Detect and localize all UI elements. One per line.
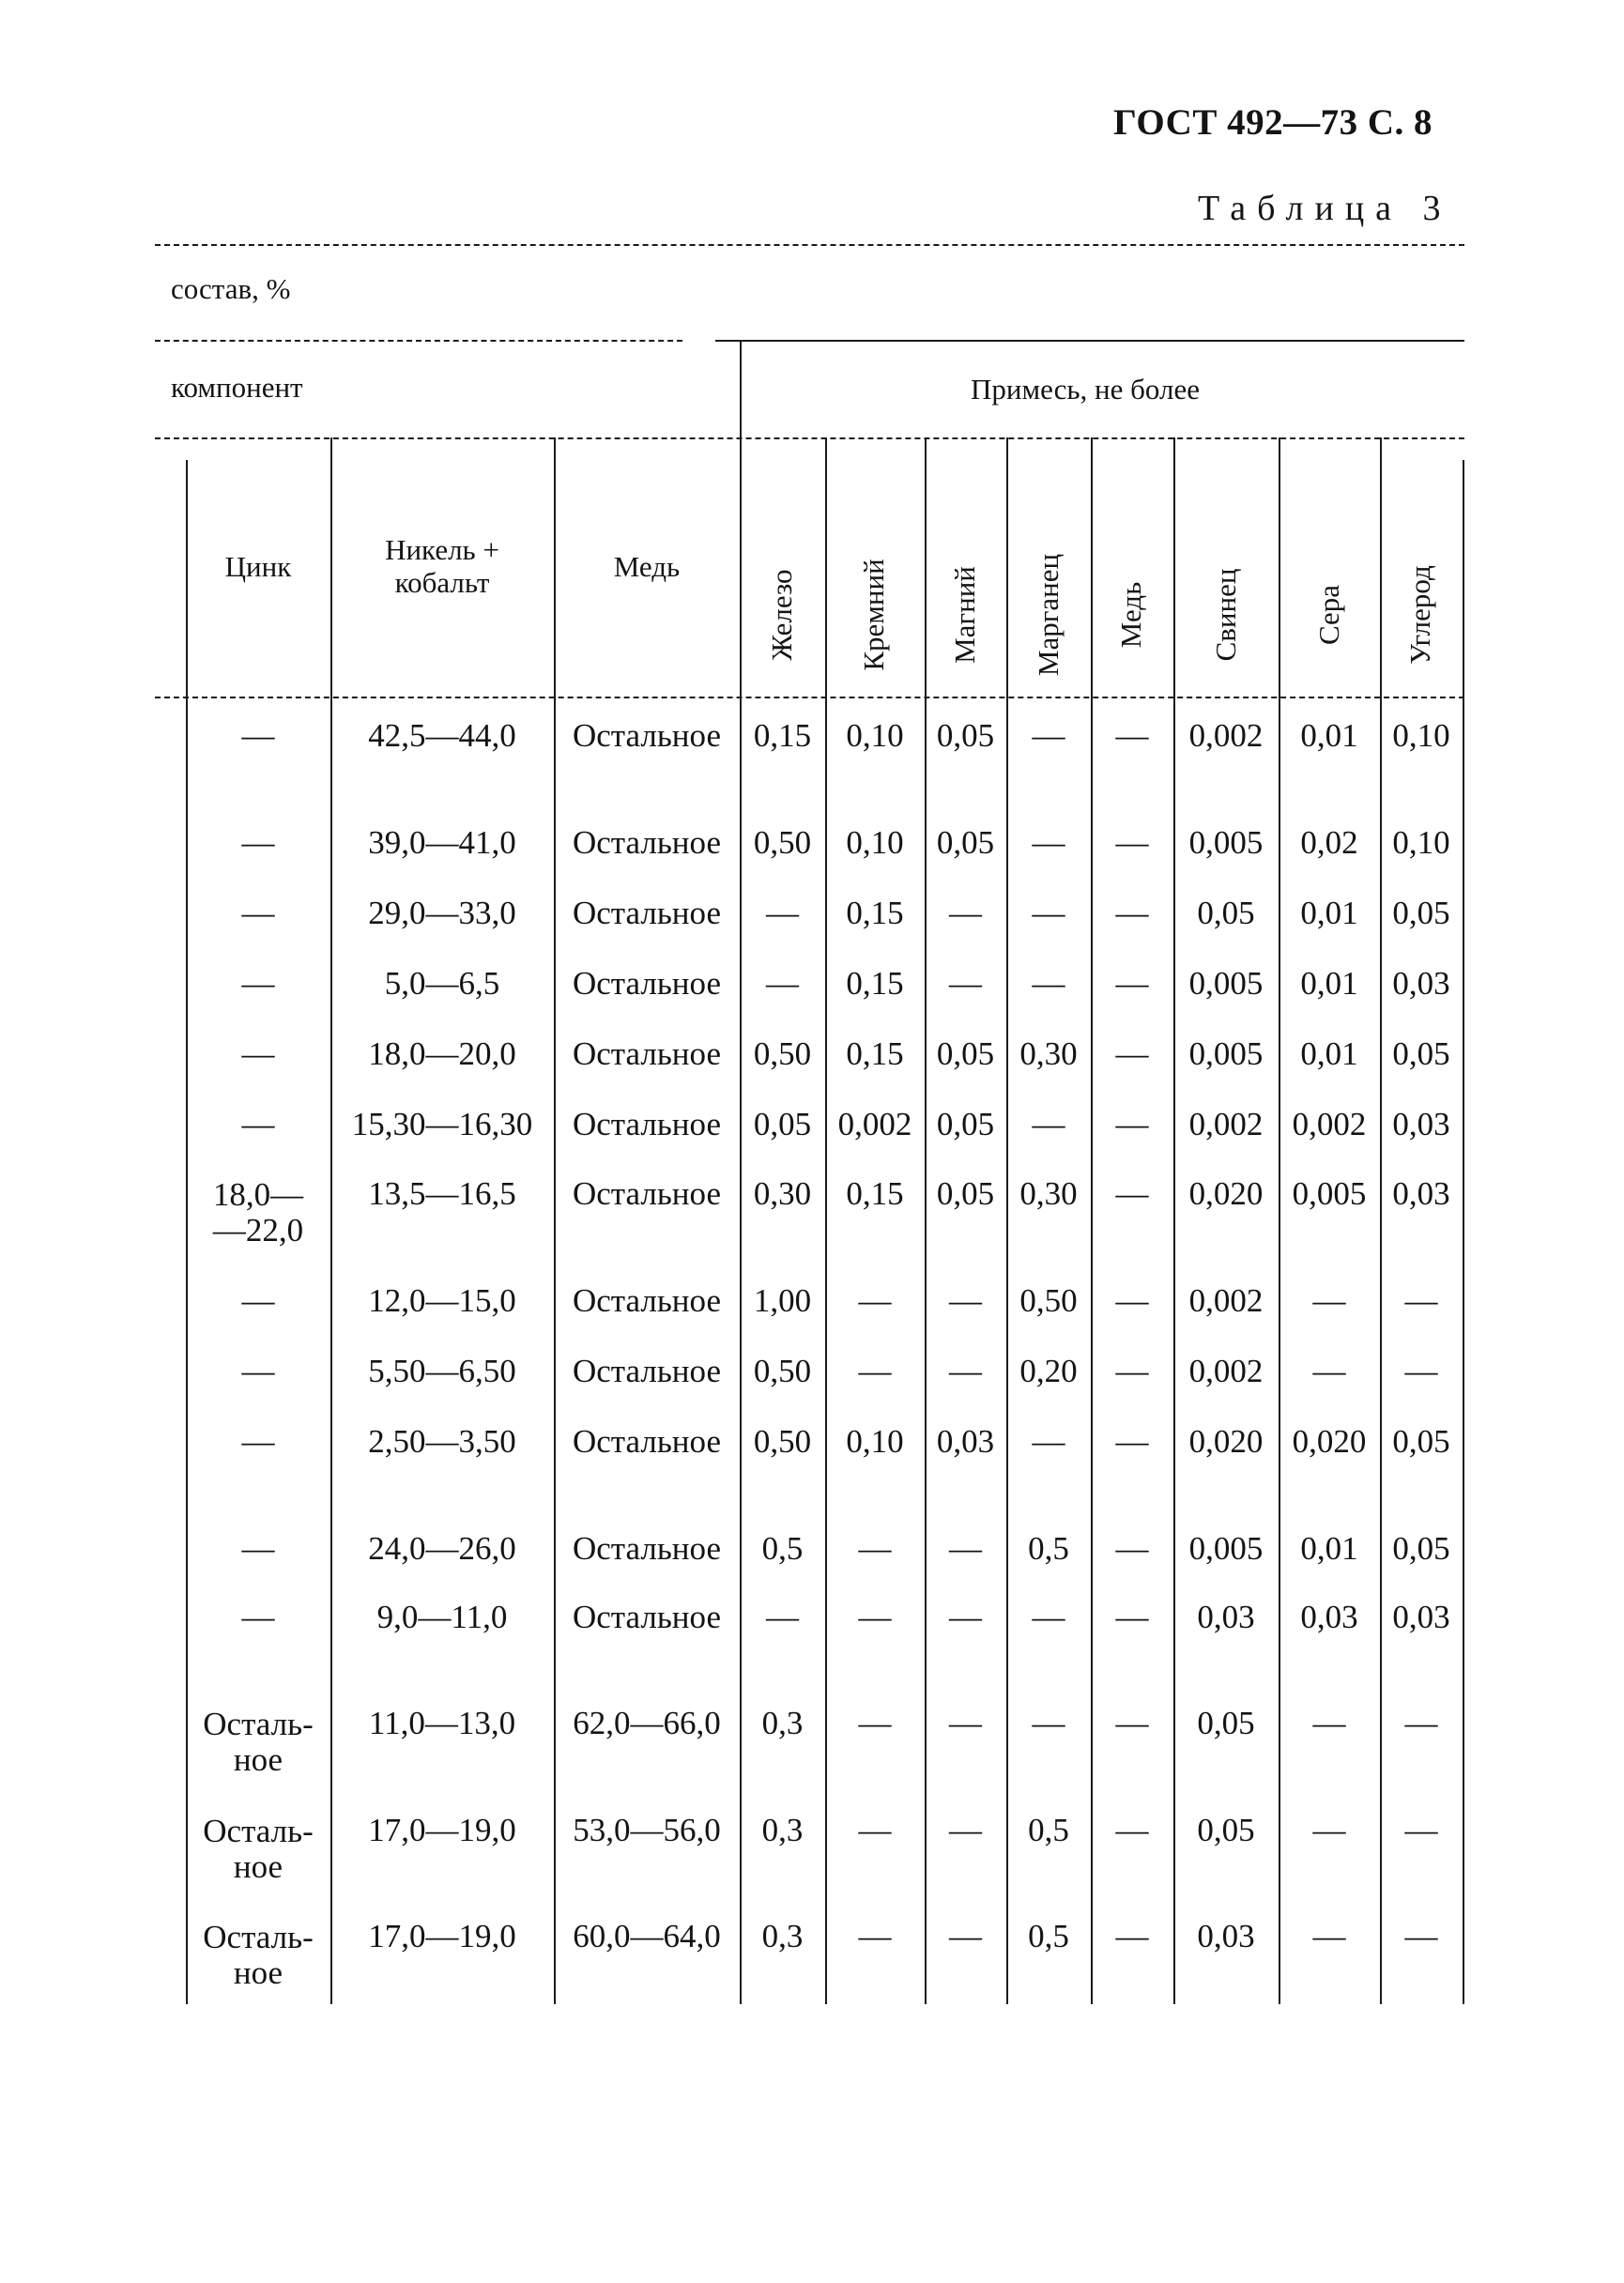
column-header: Медь [613,550,681,583]
table-cell: Остальное [573,717,721,754]
column-header: Никель + кобальт [385,533,499,599]
table-cell: Остальное [573,1175,721,1212]
table-cell: — [949,1530,982,1567]
table-cell: 0,10 [846,824,904,861]
table-cell: Остальное [573,1599,721,1635]
table-cell: 0,005 [1188,965,1264,1002]
table-cell: 0,30 [753,1175,812,1212]
divider-impurity-top [740,340,742,437]
table-cell: 0,10 [1392,824,1450,861]
header-composition: состав, % [171,272,291,305]
table-cell: — [241,965,275,1002]
table-cell: Остальное [573,1282,721,1319]
table-cell: 0,05 [1197,1705,1255,1741]
table-cell: — [1115,1812,1149,1848]
column-header: Марганец [1032,553,1065,677]
table-cell: — [1032,1599,1065,1635]
table-cell: — [949,1705,982,1741]
column-divider [554,437,556,2004]
table-cell: 17,0—19,0 [368,1918,516,1954]
table-cell: — [1404,1353,1438,1389]
table-cell: 0,002 [1188,1353,1264,1389]
page-header: ГОСТ 492—73 С. 8 [1113,102,1432,143]
table-cell: 0,01 [1300,717,1358,754]
table-cell: — [241,1530,275,1567]
table-cell: — [1115,1106,1149,1142]
table-cell: 0,15 [846,1175,904,1212]
table-cell: 0,10 [846,1423,904,1460]
table-cell: — [949,895,982,931]
table-cell: 29,0—33,0 [368,895,516,931]
table-cell: 0,05 [1392,1035,1450,1072]
table-cell: 9,0—11,0 [376,1599,508,1635]
table-cell: Осталь- ное [203,1706,314,1778]
table-cell: — [1115,965,1149,1002]
table-cell: 0,03 [1392,1599,1450,1635]
table-cell: 0,50 [1019,1282,1078,1319]
table-cell: 15,30—16,30 [351,1106,533,1142]
table-cell: 0,30 [1019,1035,1078,1072]
table-cell: 62,0—66,0 [573,1705,721,1741]
table-cell: 0,5 [1028,1812,1069,1848]
table-label: Таблица 3 [1198,189,1452,228]
table-cell: 0,50 [753,824,812,861]
table-cell: — [241,1106,275,1142]
table-cell: 0,05 [1392,1530,1450,1567]
table-cell: — [1312,1705,1346,1741]
table-cell: 0,03 [1392,1175,1450,1212]
table-cell: — [858,1282,892,1319]
table-cell: 18,0—20,0 [368,1035,516,1072]
table-cell: 0,03 [1197,1599,1255,1635]
table-cell: 24,0—26,0 [368,1530,516,1567]
rule-component-right [715,340,1464,342]
table-cell: 0,15 [846,895,904,931]
table-cell: — [1115,1918,1149,1954]
table-cell: — [1032,824,1065,861]
table-cell: 0,03 [1392,1106,1450,1142]
table-cell: — [858,1530,892,1567]
table-cell: 0,002 [837,1106,912,1142]
table-cell: 39,0—41,0 [368,824,516,861]
table-cell: 0,03 [1197,1918,1255,1954]
table-cell: — [949,965,982,1002]
table-cell: Остальное [573,1035,721,1072]
table-cell: 0,02 [1300,824,1358,861]
table-cell: 0,01 [1300,895,1358,931]
table-cell: — [241,1035,275,1072]
table-cell: 0,05 [936,1175,995,1212]
table-cell: — [1115,1353,1149,1389]
rule-top [155,244,1464,246]
column-divider [1279,437,1280,2004]
table-cell: — [1032,1423,1065,1460]
table-cell: 5,50—6,50 [368,1353,516,1389]
table-cell: — [1115,1175,1149,1212]
table-cell: 0,020 [1188,1175,1264,1212]
table-cell: 0,020 [1292,1423,1367,1460]
column-divider [1380,437,1382,2004]
table-cell: Остальное [573,895,721,931]
table-cell: — [858,1918,892,1954]
table-cell: — [241,1353,275,1389]
column-header: Углерод [1403,565,1436,665]
column-divider [740,437,742,2004]
table-cell: — [858,1353,892,1389]
table-cell: — [1115,824,1149,861]
table-cell: 0,002 [1292,1106,1367,1142]
table-cell: 0,05 [1392,1423,1450,1460]
table-cell: 0,05 [1392,895,1450,931]
table-cell: 0,05 [936,717,995,754]
table-cell: — [858,1812,892,1848]
column-header: Железо [765,569,798,661]
table-cell: Остальное [573,824,721,861]
table-cell: Остальное [573,965,721,1002]
table-cell: — [241,1423,275,1460]
table-cell: — [1404,1812,1438,1848]
table-cell: 0,3 [761,1705,804,1741]
column-header: Кремний [857,559,890,671]
column-divider [1463,460,1464,2004]
table-cell: — [1115,895,1149,931]
header-component: компонент [171,371,303,404]
column-header: Цинк [224,550,292,583]
table-cell: 5,0—6,5 [384,965,500,1002]
column-divider [825,437,827,2004]
table-cell: 0,5 [761,1530,804,1567]
table-cell: — [1032,717,1065,754]
table-cell: 0,10 [1392,717,1450,754]
table-cell: 0,002 [1188,1106,1264,1142]
table-cell: — [766,1599,799,1635]
table-cell: 0,50 [753,1423,812,1460]
table-cell: — [241,1599,275,1635]
table-cell: — [1312,1918,1346,1954]
table-cell: 0,01 [1300,1530,1358,1567]
table-cell: 18,0— —22,0 [212,1176,304,1249]
table-cell: — [949,1282,982,1319]
table-cell: 0,03 [936,1423,995,1460]
table-cell: — [858,1705,892,1741]
table-cell: 0,005 [1188,1530,1264,1567]
table-cell: 0,50 [753,1353,812,1389]
table-cell: — [949,1812,982,1848]
table-cell: 11,0—13,0 [368,1705,516,1741]
table-cell: — [1115,1599,1149,1635]
table-cell: — [1312,1812,1346,1848]
table-cell: — [241,717,275,754]
table-cell: — [949,1599,982,1635]
column-header: Медь [1114,581,1147,649]
table-cell: 0,30 [1019,1175,1078,1212]
table-cell: 0,05 [1197,1812,1255,1848]
table-cell: — [1115,1530,1149,1567]
rule-columns [155,437,1464,439]
table-cell: — [766,965,799,1002]
table-cell: — [1032,1705,1065,1741]
table-cell: Остальное [573,1530,721,1567]
header-impurity: Примесь, не более [971,373,1200,406]
column-divider [330,437,332,2004]
table-cell: — [241,824,275,861]
table-cell: — [1115,1282,1149,1319]
table-cell: Остальное [573,1353,721,1389]
table-cell: Осталь- ное [203,1813,314,1885]
table-cell: 0,05 [936,824,995,861]
table-cell: 0,3 [761,1812,804,1848]
column-divider [1091,437,1093,2004]
table-cell: 42,5—44,0 [368,717,516,754]
table-cell: — [858,1599,892,1635]
table-cell: 0,05 [936,1106,995,1142]
column-divider [925,437,927,2004]
table-cell: 0,005 [1188,1035,1264,1072]
table-cell: 0,05 [1197,895,1255,931]
table-cell: 0,15 [846,1035,904,1072]
table-cell: 0,15 [753,717,812,754]
column-header: Свинец [1209,568,1242,662]
table-cell: 0,03 [1300,1599,1358,1635]
table-cell: — [1032,965,1065,1002]
column-divider [1006,437,1008,2004]
table-cell: — [949,1918,982,1954]
table-cell: — [241,895,275,931]
table-cell: 12,0—15,0 [368,1282,516,1319]
table-cell: 0,50 [753,1035,812,1072]
column-divider [1173,437,1175,2004]
table-cell: — [949,1353,982,1389]
table-cell: 1,00 [753,1282,812,1319]
rule-component-left [155,340,682,342]
table-cell: 0,10 [846,717,904,754]
table-cell: 53,0—56,0 [573,1812,721,1848]
table-cell: — [1312,1353,1346,1389]
table-cell: 0,05 [936,1035,995,1072]
table-cell: 0,5 [1028,1530,1069,1567]
table-cell: — [241,1282,275,1319]
table-cell: 0,002 [1188,1282,1264,1319]
table-cell: 13,5—16,5 [368,1175,516,1212]
table-cell: — [1404,1705,1438,1741]
table-cell: — [766,895,799,931]
table-cell: 0,15 [846,965,904,1002]
table-cell: 0,005 [1292,1175,1367,1212]
table-cell: 0,002 [1188,717,1264,754]
rule-header-bottom [155,697,1464,698]
table-cell: 0,3 [761,1918,804,1954]
table-cell: — [1404,1918,1438,1954]
table-cell: Остальное [573,1106,721,1142]
table-cell: — [1115,1423,1149,1460]
table-cell: 0,01 [1300,965,1358,1002]
table-cell: — [1404,1282,1438,1319]
table-cell: Остальное [573,1423,721,1460]
table-cell: — [1032,895,1065,931]
table-cell: 0,5 [1028,1918,1069,1954]
table-cell: 0,05 [753,1106,812,1142]
table-cell: 0,020 [1188,1423,1264,1460]
column-header: Сера [1312,584,1345,646]
table-cell: 0,03 [1392,965,1450,1002]
table-cell: — [1115,1035,1149,1072]
table-cell: 2,50—3,50 [368,1423,516,1460]
table-cell: Осталь- ное [203,1919,314,1991]
column-header: Магний [948,566,981,664]
table-cell: 60,0—64,0 [573,1918,721,1954]
table-cell: — [1032,1106,1065,1142]
table-cell: — [1312,1282,1346,1319]
table-cell: 0,005 [1188,824,1264,861]
table-cell: 17,0—19,0 [368,1812,516,1848]
table-cell: — [1115,717,1149,754]
table-cell: — [1115,1705,1149,1741]
table-cell: 0,01 [1300,1035,1358,1072]
table-cell: 0,20 [1019,1353,1078,1389]
